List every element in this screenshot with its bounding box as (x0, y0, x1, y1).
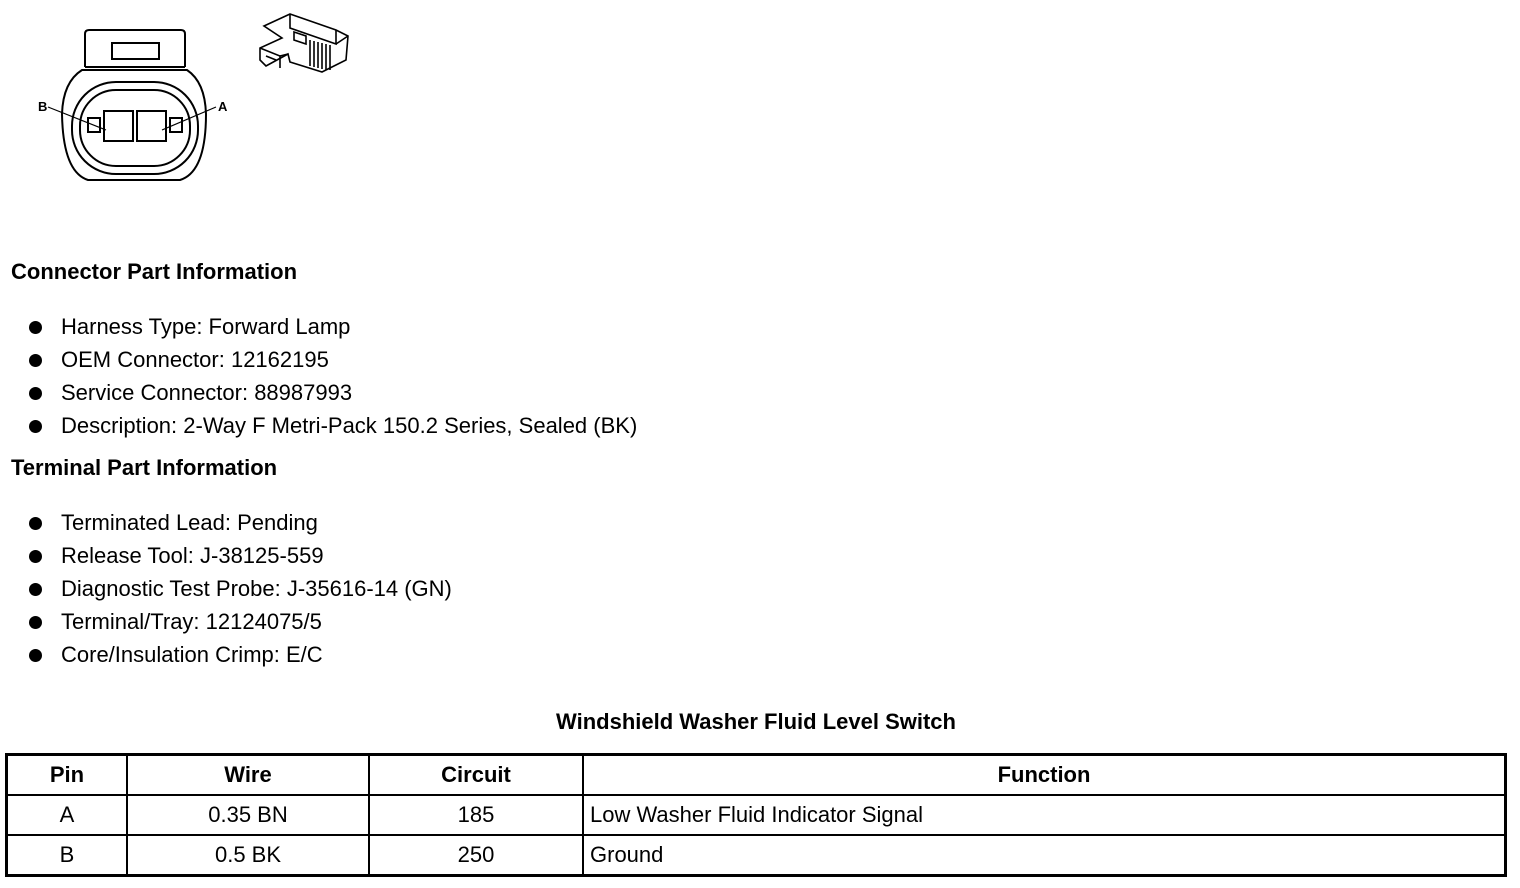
bullet-icon (29, 550, 42, 563)
cell-pin: B (7, 835, 128, 876)
bullet-icon (29, 583, 42, 596)
terminal-part-info-list (26, 508, 452, 673)
header-wire: Wire (127, 755, 369, 796)
bullet-icon (29, 649, 42, 662)
list-item (26, 345, 637, 378)
list-item (26, 411, 637, 444)
list-item (26, 541, 452, 574)
list-item-text: Terminated Lead: Pending (61, 510, 318, 535)
pin-table-title: Windshield Washer Fluid Level Switch (556, 709, 956, 734)
pin-label-a: A (218, 99, 228, 114)
pin-label-b: B (38, 99, 48, 114)
cell-function: Low Washer Fluid Indicator Signal (583, 795, 1506, 835)
table-header-row (7, 755, 1506, 796)
list-item (26, 574, 452, 607)
connector-part-info-list (26, 312, 637, 444)
header-pin: Pin (7, 755, 128, 796)
list-item (26, 378, 637, 411)
bullet-icon (29, 387, 42, 400)
connector-front-view (30, 22, 240, 192)
bullet-icon (29, 517, 42, 530)
header-function: Function (583, 755, 1506, 796)
cell-circuit: 185 (369, 795, 583, 835)
cell-function: Ground (583, 835, 1506, 876)
list-item-text: Description: 2-Way F Metri-Pack 150.2 Series, Sealed (BK) (61, 413, 638, 438)
cell-wire: 0.35 BN (127, 795, 369, 835)
list-item-text: Terminal/Tray: 12124075/5 (61, 609, 322, 634)
bullet-icon (29, 354, 42, 367)
header-circuit: Circuit (369, 755, 583, 796)
list-item-text: Diagnostic Test Probe: J-35616-14 (GN) (61, 576, 452, 601)
list-item (26, 508, 452, 541)
cell-pin: A (7, 795, 128, 835)
list-item-text: Core/Insulation Crimp: E/C (61, 642, 323, 667)
list-item-text: OEM Connector: 12162195 (61, 347, 329, 372)
list-item (26, 607, 452, 640)
bullet-icon (29, 616, 42, 629)
cell-wire: 0.5 BK (127, 835, 369, 876)
terminal-part-info-heading: Terminal Part Information (11, 455, 278, 480)
list-item (26, 312, 637, 345)
pin-table (5, 753, 1507, 877)
connector-part-info-heading: Connector Part Information (11, 259, 298, 284)
bullet-icon (29, 321, 42, 334)
list-item-text: Harness Type: Forward Lamp (61, 314, 351, 339)
cell-circuit: 250 (369, 835, 583, 876)
connector-isometric-view (250, 10, 360, 82)
bullet-icon (29, 420, 42, 433)
table-row (7, 835, 1506, 876)
list-item-text: Release Tool: J-38125-559 (61, 543, 324, 568)
list-item-text: Service Connector: 88987993 (61, 380, 353, 405)
table-row (7, 795, 1506, 835)
list-item (26, 640, 452, 673)
